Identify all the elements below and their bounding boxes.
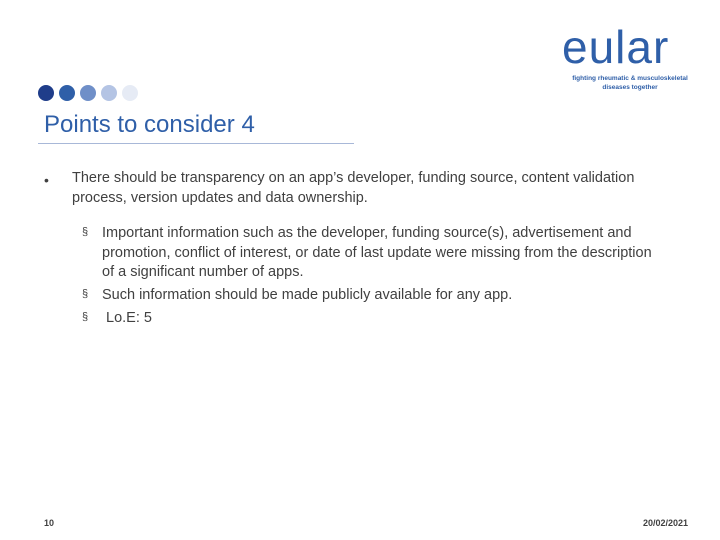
dot-1 — [38, 85, 54, 101]
main-point-text: There should be transparency on an app’s developer, funding source, content validation process, version updates and data ownership. — [72, 170, 635, 206]
dot-2 — [59, 85, 75, 101]
eular-logo — [562, 21, 698, 92]
slide-title: Points to consider 4 — [44, 111, 255, 138]
dot-4 — [101, 85, 117, 101]
page-number: 10 — [44, 518, 55, 528]
logo-tagline-line1: fighting rheumatic & musculoskeletal — [572, 75, 688, 82]
title-divider — [38, 143, 354, 144]
logo-tagline — [562, 74, 698, 92]
sub-point-text: Lo.E: 5 — [102, 310, 152, 326]
logo-wordmark: eular — [562, 21, 670, 73]
bullet-marker: • — [44, 172, 49, 188]
dot-3 — [80, 85, 96, 101]
slide-date: 20/02/2021 — [642, 518, 688, 528]
sub-bullet-marker: § — [82, 288, 89, 300]
sub-point-text: Such information should be made publicly available for any app. — [102, 287, 513, 303]
sub-bullet-marker: § — [82, 226, 89, 238]
dot-5 — [122, 85, 138, 101]
logo-tagline-line2: diseases together — [602, 84, 658, 91]
sub-point-text: Important information such as the developer, funding source(s), advertisement and promotion, conflict of interest, or date of last update were missing from the description of a significant number of apps. — [102, 225, 652, 280]
sub-bullet-marker: § — [82, 311, 89, 323]
